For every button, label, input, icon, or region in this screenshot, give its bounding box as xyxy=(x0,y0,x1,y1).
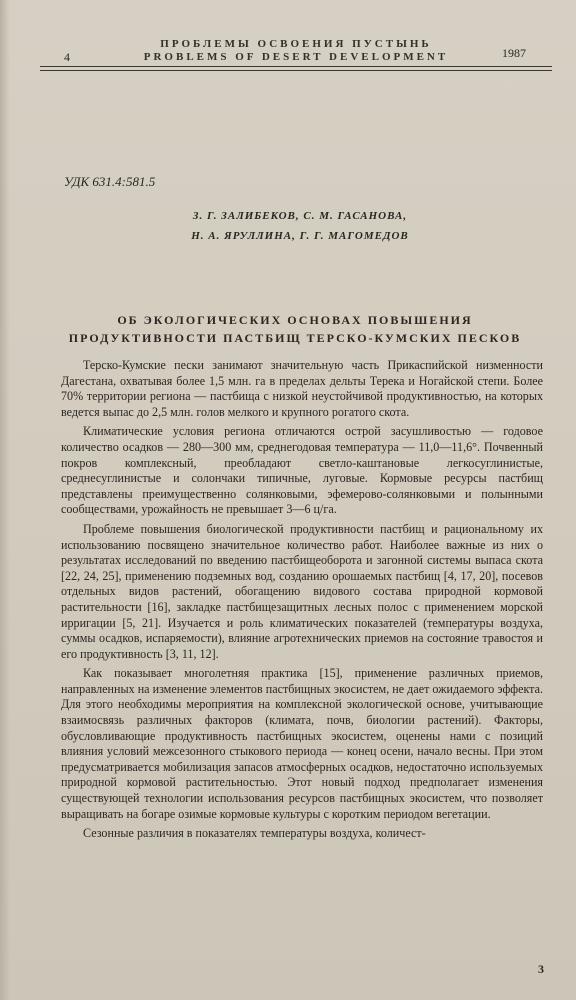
authors-line-2: Н. А. ЯРУЛЛИНА, Г. Г. МАГОМЕДОВ xyxy=(191,230,409,242)
page-folio: 3 xyxy=(538,962,544,976)
paragraph: Терско-Кумские пески занимают значительную часть Прикаспийской низменности Дагестана, охватывая более 1,5 млн. га в пределах дельты Терека и Ногайской степи. Более 70% территории региона — пастбища с низкой неустойчивой продуктивностью, на которых ведется выпас до 2,5 млн. голов мелкого и крупного рогатого скота. xyxy=(61,358,543,419)
journal-title-ru: ПРОБЛЕМЫ ОСВОЕНИЯ ПУСТЫНЬ xyxy=(160,38,432,50)
udk-code: УДК 631.4:581.5 xyxy=(64,174,156,189)
journal-title-en: PROBLEMS OF DESERT DEVELOPMENT xyxy=(143,51,449,63)
article-title-line-2: ПРОДУКТИВНОСТИ ПАСТБИЩ ТЕРСКО-КУМСКИХ ПЕСКОВ xyxy=(68,331,522,345)
header-year: 1987 xyxy=(502,46,526,60)
article-body xyxy=(61,358,543,842)
article-title-line-1: ОБ ЭКОЛОГИЧЕСКИХ ОСНОВАХ ПОВЫШЕНИЯ xyxy=(117,313,473,327)
paragraph: Проблеме повышения биологической продуктивности пастбищ и рациональному их использованию посвящено значительное количество работ. Наиболее важные из них о результатах исследований по введению пастбищеоборота и загонной системы выпаса скота [22, 24, 25], применению подземных вод, созданию орошаемых пастбищ [4, 17, 20], посевов отдельных видов растений, обогащению видового состава природной кормовой растительности [16], закладке пастбищезащитных лесных полос с применением морской ирригации [5, 21]. Изучается и роль климатических показателей (температуры воздуха, суммы осадков, испаряемости), влияние агротехнических приемов на состояние травостоя и его продуктивность [3, 11, 12]. xyxy=(61,521,543,661)
header-rule-secondary xyxy=(40,70,552,71)
paragraph: Как показывает многолетняя практика [15], применение различных приемов, направленных на изменение элементов пастбищных экосистем, не дает ожидаемого эффекта. Для этого необходимы мероприятия на комплексной экологической основе, учитывающие взаимосвязь различных факторов (климата, почв, биологии растений). Факторы, обусловливающие продуктивность пастбищных экосистем, оценены нами с позиций влияния условий межсезонного стыкового периода — конец осени, начало весны. При этом предусматривается мобилизация запасов атмосферных осадков, недостаточно используемых природной кормовой растительностью. Этот новый подход предполагает изменения существующей технологии использования ресурсов пастбищных экосистем, что позволяет выращивать на богаре озимые кормовые культуры с коротким периодом вегетации. xyxy=(61,666,543,821)
header-rule xyxy=(40,66,552,67)
authors-line-1: З. Г. ЗАЛИБЕКОВ, С. М. ГАСАНОВА, xyxy=(192,210,408,222)
paragraph: Сезонные различия в показателях температуры воздуха, количест- xyxy=(83,826,426,841)
header-page-number: 4 xyxy=(64,50,70,64)
running-header xyxy=(40,36,552,76)
paragraph: Климатические условия региона отличаются острой засушливостью — годовое количество осадков — 280—300 мм, среднегодовая температура — 11,0—11,6°. Почвенный покров комплексный, преобладают светло-каштановые легкосуглинистые, среднесуглинистые и солончаки типичные, луговые. Кормовые ресурсы пастбищ представлены преимущественно солянковыми, эфемерово-солянковыми и полынными сообществами, урожайность не превышает 3—6 ц/га. xyxy=(61,424,543,517)
